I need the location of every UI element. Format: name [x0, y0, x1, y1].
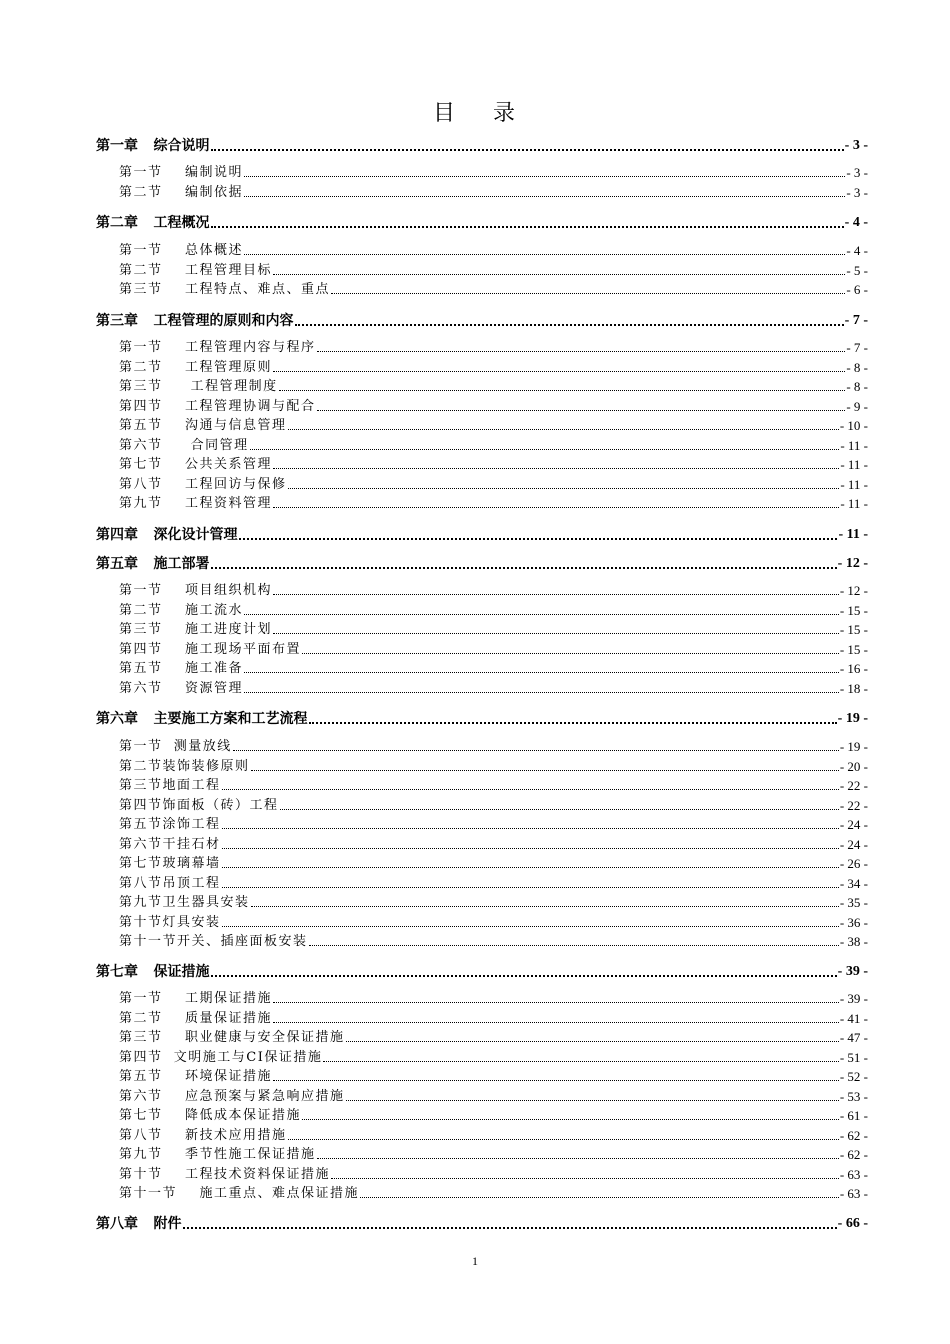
toc-section-entry[interactable]: [119, 894, 868, 912]
toc-section-entry[interactable]: [119, 875, 868, 893]
toc-section-entry[interactable]: [119, 495, 868, 513]
toc-entry-page: - 41 -: [839, 1010, 868, 1026]
dot-leader: [222, 865, 839, 868]
dot-leader: [279, 388, 846, 391]
toc-entry-label: 第八节 工程回访与保修: [119, 476, 287, 492]
toc-section-entry[interactable]: [119, 914, 868, 932]
toc-entry-label: 第三节 工程管理制度: [119, 379, 278, 394]
toc-entry-page: - 62 -: [839, 1147, 868, 1162]
toc-entry-label: 第八节 新技术应用措施: [119, 1127, 287, 1143]
toc-entry-label: 第三节地面工程: [119, 778, 221, 793]
page-number: 1: [472, 1254, 478, 1268]
toc-entry-page: - 11 -: [840, 457, 868, 472]
toc-entry-label: 第九节 季节性施工保证措施: [119, 1147, 316, 1162]
toc-entry-label: 第二节 质量保证措施: [119, 1010, 273, 1026]
toc-section-entry[interactable]: [119, 359, 868, 377]
toc-section-entry[interactable]: [119, 641, 868, 659]
toc-entry-page: - 11 -: [838, 527, 868, 542]
toc-entry-page: - 3 -: [846, 184, 868, 200]
toc-section-entry[interactable]: [119, 437, 868, 455]
toc-entry-page: - 61 -: [839, 1108, 868, 1123]
dot-leader: [222, 826, 839, 829]
toc-entry-label: 第六节 应急预案与紧急响应措施: [119, 1088, 345, 1104]
toc-entry-page: - 24 -: [839, 836, 868, 852]
toc-entry-page: - 12 -: [839, 583, 868, 598]
toc-entry-label: 第六节 合同管理: [119, 437, 249, 453]
toc-entry-page: - 4 -: [844, 215, 868, 230]
toc-entry-label: 第一节 总体概述: [119, 243, 244, 258]
toc-entry-page: - 34 -: [839, 875, 868, 891]
toc-entry-page: - 9 -: [846, 398, 868, 414]
dot-leader: [250, 447, 840, 450]
dot-leader: [317, 408, 846, 411]
toc-entry-page: - 6 -: [846, 282, 868, 297]
toc-entry-page: - 51 -: [839, 1049, 868, 1065]
toc-chapter-entry[interactable]: [96, 962, 868, 981]
toc-entry-label: 第九节 工程资料管理: [119, 496, 273, 511]
toc-entry-label: 第十节灯具安装: [119, 914, 221, 930]
toc-section-entry[interactable]: [119, 738, 868, 756]
dot-leader: [273, 369, 845, 372]
dot-leader: [302, 1117, 839, 1120]
dot-leader: [211, 224, 844, 228]
dot-leader: [273, 272, 845, 275]
toc-entry-page: - 52 -: [839, 1069, 868, 1084]
toc-section-entry[interactable]: [119, 1127, 868, 1145]
toc-entry-page: - 16 -: [839, 661, 868, 676]
dot-leader: [295, 322, 844, 326]
toc-section-entry[interactable]: [119, 476, 868, 494]
toc-entry-label: 第一节 工期保证措施: [119, 991, 273, 1006]
toc-section-entry[interactable]: [119, 1049, 868, 1067]
toc-entry-label: 第五节 沟通与信息管理: [119, 418, 287, 433]
toc-chapter-entry[interactable]: [96, 525, 868, 544]
toc-entry-page: - 39 -: [839, 991, 868, 1006]
dot-leader: [244, 690, 839, 693]
dot-leader: [323, 1059, 838, 1062]
toc-entry-page: - 3 -: [844, 138, 868, 153]
dot-leader: [273, 1000, 839, 1003]
toc-section-entry[interactable]: [119, 1185, 868, 1203]
toc-entry-page: - 39 -: [837, 964, 868, 979]
dot-leader: [273, 592, 839, 595]
toc-entry-page: - 15 -: [839, 622, 868, 637]
toc-section-entry[interactable]: [119, 262, 868, 280]
toc-entry-page: - 66 -: [837, 1216, 868, 1231]
toc-section-entry[interactable]: [119, 836, 868, 854]
dot-leader: [222, 846, 839, 849]
toc-entry-label: 第十一节开关、插座面板安装: [119, 934, 308, 949]
toc-chapter-entry[interactable]: [96, 709, 868, 728]
toc-section-entry[interactable]: [119, 242, 868, 260]
toc-chapter-entry[interactable]: [96, 1214, 868, 1233]
dot-leader: [244, 670, 839, 673]
toc-section-entry[interactable]: [119, 816, 868, 834]
dot-leader: [273, 1078, 839, 1081]
toc-entry-page: - 8 -: [846, 359, 868, 375]
toc-entry-page: - 47 -: [839, 1030, 868, 1045]
toc-section-entry[interactable]: [119, 660, 868, 678]
toc-entry-page: - 19 -: [839, 739, 868, 754]
toc-chapter-entry[interactable]: [96, 311, 868, 330]
toc-section-entry[interactable]: [119, 1068, 868, 1086]
dot-leader: [302, 651, 839, 654]
toc-entry-page: - 15 -: [839, 641, 868, 657]
toc-entry-page: - 12 -: [837, 556, 868, 571]
toc-entry-label: 第二节 编制依据: [119, 184, 244, 200]
dot-leader: [331, 291, 845, 294]
toc-entry-label: 第五章 施工部署: [96, 555, 210, 571]
dot-leader: [211, 973, 837, 977]
dot-leader: [244, 174, 845, 177]
toc-section-entry[interactable]: [119, 797, 868, 815]
toc-section-entry[interactable]: [119, 398, 868, 416]
toc-entry-label: 第四节饰面板（砖）工程: [119, 797, 279, 813]
dot-leader: [251, 904, 839, 907]
toc-entry-page: - 24 -: [839, 817, 868, 832]
dot-leader: [288, 1137, 839, 1140]
toc-entry-label: 第九节卫生器具安装: [119, 895, 250, 910]
dot-leader: [211, 565, 837, 569]
toc-chapter-entry[interactable]: [96, 213, 868, 232]
dot-leader: [222, 787, 839, 790]
toc-entry-page: - 10 -: [839, 418, 868, 433]
toc-entry-label: 第七节 降低成本保证措施: [119, 1108, 302, 1123]
toc-entry-label: 第二节 工程管理原则: [119, 359, 273, 375]
toc-entry-label: 第十节 工程技术资料保证措施: [119, 1166, 331, 1182]
toc-entry-page: - 63 -: [839, 1166, 868, 1182]
toc-entry-label: 第三节 工程特点、难点、重点: [119, 282, 331, 297]
toc-section-entry[interactable]: [119, 758, 868, 776]
toc-entry-label: 第十一节 施工重点、难点保证措施: [119, 1186, 360, 1201]
toc-section-entry[interactable]: [119, 456, 868, 474]
toc-entry-page: - 7 -: [846, 340, 868, 355]
toc-entry-label: 第三章 工程管理的原则和内容: [96, 312, 294, 328]
dot-leader: [346, 1098, 839, 1101]
toc-entry-label: 第一节 项目组织机构: [119, 583, 273, 598]
dot-leader: [183, 1225, 837, 1229]
toc-entry-label: 第七节玻璃幕墙: [119, 856, 221, 871]
dot-leader: [331, 1176, 839, 1179]
toc-entry-label: 第四章 深化设计管理: [96, 526, 238, 542]
toc-entry-label: 第四节 工程管理协调与配合: [119, 398, 316, 414]
toc-section-entry[interactable]: [119, 621, 868, 639]
toc-entry-page: - 22 -: [839, 797, 868, 813]
toc-entry-page: - 35 -: [839, 895, 868, 910]
toc-entry-label: 第四节 文明施工与CI保证措施: [119, 1049, 323, 1065]
toc-section-entry[interactable]: [119, 378, 868, 396]
dot-leader: [273, 631, 839, 634]
toc-section-entry[interactable]: [119, 184, 868, 202]
toc-entry-label: 第四节 施工现场平面布置: [119, 641, 302, 657]
toc-entry-label: 第二节 工程管理目标: [119, 262, 273, 278]
dot-leader: [251, 768, 839, 771]
toc-entry-page: - 53 -: [839, 1088, 868, 1104]
toc-section-entry[interactable]: [119, 1107, 868, 1125]
toc-entry-label: 第五节 施工准备: [119, 661, 244, 676]
toc-section-entry[interactable]: [119, 855, 868, 873]
toc-entry-label: 第六节 资源管理: [119, 680, 244, 696]
toc-section-entry[interactable]: [119, 680, 868, 698]
toc-section-entry[interactable]: [119, 1166, 868, 1184]
dot-leader: [317, 349, 846, 352]
toc-entry-label: 第二节 施工流水: [119, 602, 244, 618]
dot-leader: [360, 1195, 839, 1198]
toc-entry-label: 第五节 环境保证措施: [119, 1069, 273, 1084]
toc-entry-label: 第一节 测量放线: [119, 739, 232, 754]
toc-entry-label: 第八节吊顶工程: [119, 875, 221, 891]
toc-section-entry[interactable]: [119, 582, 868, 600]
toc-entry-label: 第三节 施工进度计划: [119, 622, 273, 637]
toc-entry-page: - 11 -: [840, 496, 868, 511]
toc-section-entry[interactable]: [119, 933, 868, 951]
toc-chapter-entry[interactable]: [96, 554, 868, 573]
toc-entry-label: 第六节干挂石材: [119, 836, 221, 852]
dot-leader: [309, 943, 839, 946]
toc-entry-page: - 20 -: [839, 758, 868, 774]
toc-entry-page: - 15 -: [839, 602, 868, 618]
toc-entry-label: 第一章 综合说明: [96, 137, 210, 153]
toc-entry-page: - 5 -: [846, 262, 868, 278]
toc-entry-page: - 11 -: [840, 437, 868, 453]
toc-entry-label: 第七节 公共关系管理: [119, 457, 273, 472]
toc-entry-label: 第六章 主要施工方案和工艺流程: [96, 710, 308, 726]
toc-entry-label: 第五节涂饰工程: [119, 817, 221, 832]
dot-leader: [273, 466, 839, 469]
toc-section-entry[interactable]: [119, 602, 868, 620]
toc-section-entry[interactable]: [119, 1088, 868, 1106]
toc-entry-page: - 3 -: [846, 165, 868, 180]
toc-entry-page: - 18 -: [839, 680, 868, 696]
toc-entry-page: - 8 -: [846, 379, 868, 394]
dot-leader: [273, 1020, 839, 1023]
dot-leader: [222, 924, 839, 927]
dot-leader: [288, 486, 840, 489]
toc-entry-label: 第三节 职业健康与安全保证措施: [119, 1030, 345, 1045]
toc-entry-label: 第二节装饰装修原则: [119, 758, 250, 774]
dot-leader: [233, 748, 839, 751]
toc-entry-page: - 36 -: [839, 914, 868, 930]
toc-entry-page: - 26 -: [839, 856, 868, 871]
toc-section-entry[interactable]: [119, 417, 868, 435]
dot-leader: [244, 252, 845, 255]
toc-entry-label: 第一节 工程管理内容与程序: [119, 340, 316, 355]
dot-leader: [222, 885, 839, 888]
toc-section-entry[interactable]: [119, 1029, 868, 1047]
toc-section-entry[interactable]: [119, 1010, 868, 1028]
toc-entry-page: - 4 -: [846, 243, 868, 258]
dot-leader: [317, 1156, 839, 1159]
dot-leader: [288, 427, 839, 430]
toc-entry-label: 第二章 工程概况: [96, 214, 210, 230]
dot-leader: [244, 194, 845, 197]
toc-entry-label: 第八章 附件: [96, 1215, 182, 1231]
toc-entry-page: - 63 -: [839, 1186, 868, 1201]
toc-title: 目 录: [433, 101, 517, 126]
toc-entry-label: 第七章 保证措施: [96, 963, 210, 979]
dot-leader: [346, 1039, 839, 1042]
toc-section-entry[interactable]: [119, 1146, 868, 1164]
toc-entry-page: - 22 -: [839, 778, 868, 793]
toc-entry-page: - 62 -: [839, 1127, 868, 1143]
toc-entry-page: - 7 -: [844, 313, 868, 328]
toc-section-entry[interactable]: [119, 990, 868, 1008]
toc-section-entry[interactable]: [119, 777, 868, 795]
toc-chapter-entry[interactable]: [96, 136, 868, 155]
dot-leader: [309, 720, 837, 724]
toc-section-entry[interactable]: [119, 281, 868, 299]
dot-leader: [280, 807, 839, 810]
dot-leader: [244, 612, 839, 615]
toc-entry-page: - 19 -: [837, 711, 868, 726]
dot-leader: [211, 147, 844, 151]
toc-entry-label: 第一节 编制说明: [119, 165, 244, 180]
dot-leader: [239, 536, 838, 540]
toc-section-entry[interactable]: [119, 164, 868, 182]
dot-leader: [273, 505, 839, 508]
toc-entry-page: - 11 -: [840, 476, 868, 492]
toc-section-entry[interactable]: [119, 339, 868, 357]
toc-entry-page: - 38 -: [839, 934, 868, 949]
